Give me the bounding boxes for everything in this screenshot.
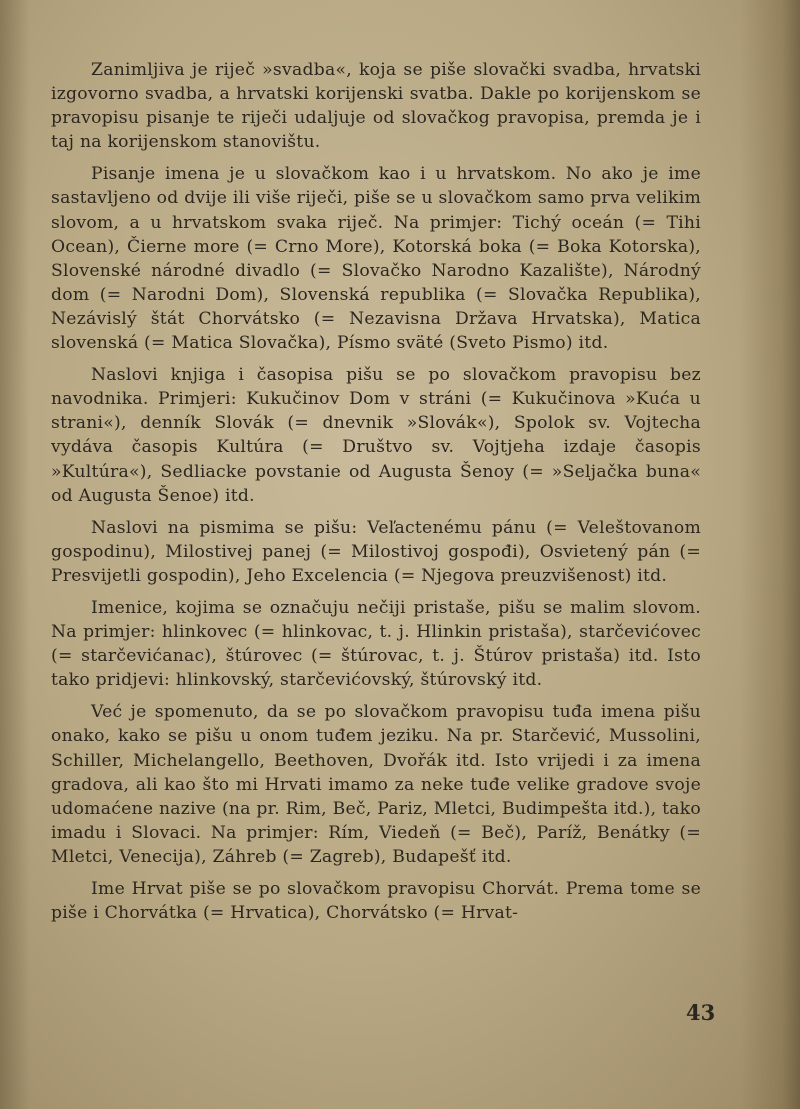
paragraph: Ime Hrvat piše se po slovačkom pravopisu Chorvát. Prema tome se piše i Chorvátka (= Hrvatica), Chorvátsko (= Hrvat- [51,879,701,924]
page-shadow-right [740,0,800,1109]
paragraph: Zanimljiva je riječ »svadba«, koja se piše slovački svadba, hrvatski izgovorno svadba, a hrvatski korijenski svatba. Dakle po korijenskom se pravopisu pisanje te riječi udaljuje od slovačkog pravopisa, premda je i taj na korijenskom stanovištu. [51,60,701,153]
paragraph: Naslovi knjiga i časopisa pišu se po slovačkom pravopisu bez navodnika. Primjeri: Kukučinov Dom v stráni (= Kukučinova »Kuća u strani«), denník Slovák (= dnevnik »Slovák«), Spolok sv. Vojtecha vydáva časopis Kultúra (= Društvo sv. Vojtjeha izdaje časopis »Kultúra«), Sedliacke povstanie od Augusta Šenoy (= »Seljačka buna« od Augusta Šenoe) itd. [51,365,701,506]
page-shadow-left [0,0,30,1109]
paragraph: Već je spomenuto, da se po slovačkom pravopisu tuđa imena pišu onako, kako se pišu u onom tuđem jeziku. Na pr. Starčević, Mussolini, Schiller, Michelangello, Beethoven, Dvořák itd. Isto vrijedi i za imena gradova, ali kao što mi Hrvati imamo za neke tuđe velike gradove svoje udomaćene nazive (na pr. Rim, Beč, Pariz, Mletci, Budimpešta itd.), tako imadu i Slovaci. Na primjer: Rím, Viedeň (= Beč), Paríž, Benátky (= Mletci, Venecija), Záhreb (= Zagreb), Budapešť itd. [51,702,701,867]
page-number: 43 [686,1000,716,1025]
paragraph: Naslovi na pismima se pišu: Veľactenému pánu (= Veleštovanom gospodinu), Milostivej panej (= Milostivoj gospođi), Osvietený pán (= Presvijetli gospodin), Jeho Excelencia (= Njegova preuzvišenost) itd. [51,517,701,586]
page-body [51,58,701,933]
paragraph: Pisanje imena je u slovačkom kao i u hrvatskom. No ako je ime sastavljeno od dvije ili više riječi, piše se u slovačkom samo prva velikim slovom, a u hrvatskom svaka riječ. Na primjer: Tichý oceán (= Tihi Ocean), Čierne more (= Crno More), Kotorská boka (= Boka Kotorska), Slovenské národné divadlo (= Slovačko Narodno Kazalište), Národný dom (= Narodni Dom), Slovenská republika (= Slovačka Republika), Nezávislý štát Chorvátsko (= Nezavisna Država Hrvatska), Matica slovenská (= Matica Slovačka), Písmo sväté (Sveto Pismo) itd. [51,164,701,354]
paragraph: Imenice, kojima se označuju nečiji pristaše, pišu se malim slovom. Na primjer: hlinkovec (= hlinkovac, t. j. Hlinkin pristaša), starčevićovec (= starčevićanac), štúrovec (= štúrovac, t. j. Štúrov pristaša) itd. Isto tako pridjevi: hlinkovský, starčevićovský, štúrovský itd. [51,597,701,691]
